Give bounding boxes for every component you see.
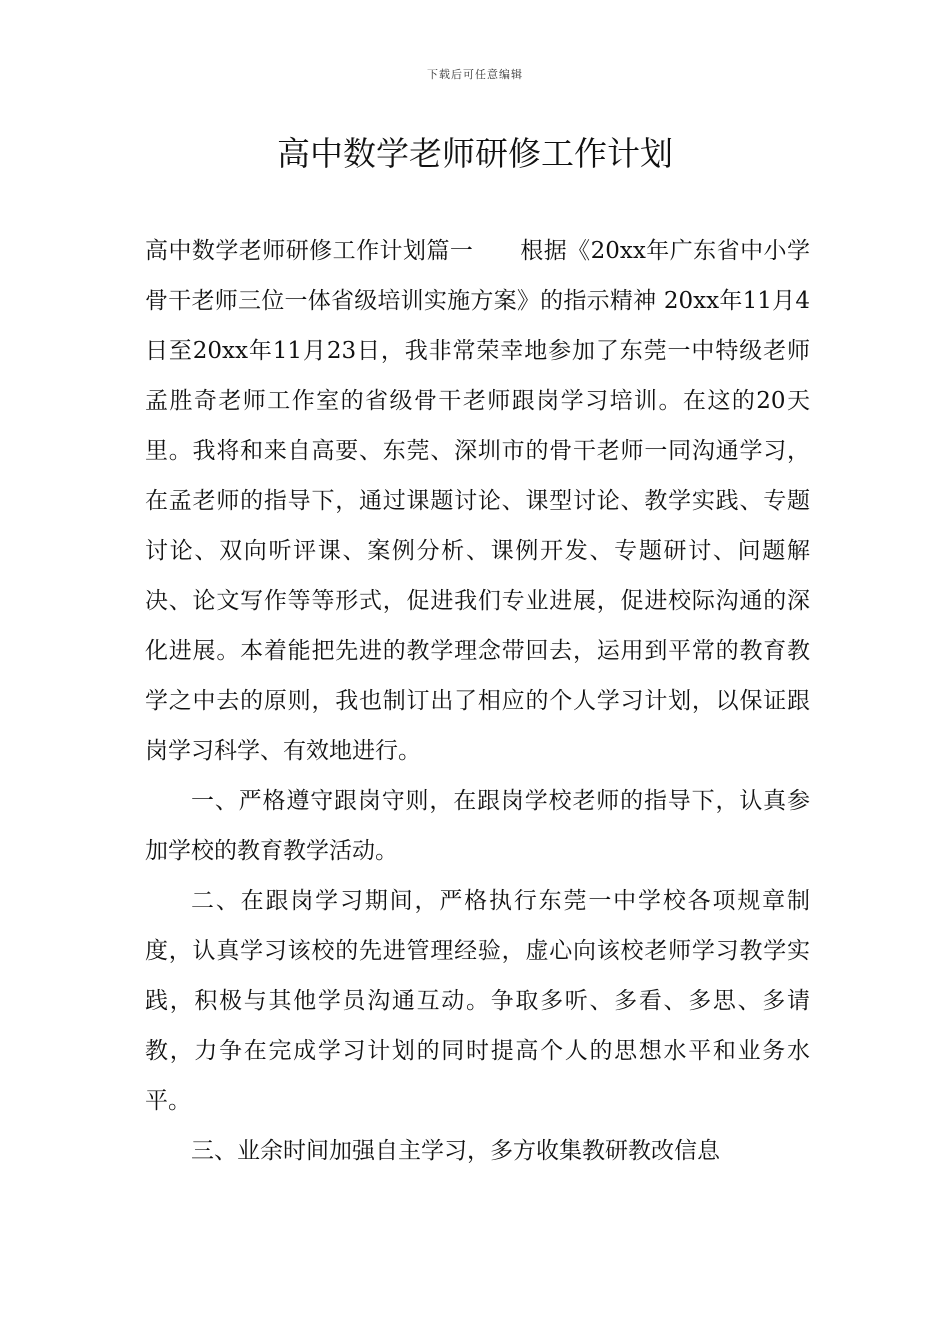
paragraph-intro: 高中数学老师研修工作计划篇一 根据《20xx年广东省中小学骨干老师三位一体省级培训实施方案》的指示精神 20xx年11月4日至20xx年11月23日，我非常荣幸地参加了东莞一中特级老师孟胜奇老师工作室的省级骨干老师跟岗学习培训。在这的20天里。我将和来自高要、东莞、深圳市的骨干老师一同沟通学习，在孟老师的指导下，通过课题讨论、课型讨论、教学实践、专题讨论、双向听评课、案例分析、课例开发、专题研讨、问题解决、论文写作等等形式，促进我们专业进展，促进校际沟通的深化进展。本着能把先进的教学理念带回去，运用到平常的教育教学之中去的原则，我也制订出了相应的个人学习计划，以保证跟岗学习科学、有效地进行。 xyxy=(145,238,810,764)
paragraph-item-2: 二、在跟岗学习期间，严格执行东莞一中学校各项规章制度，认真学习该校的先进管理经验，虚心向该校老师学习教学实践，积极与其他学员沟通互动。争取多听、多看、多思、多请教，力争在完成学习计划的同时提高个人的思想水平和业务水平。 xyxy=(145,888,810,1114)
paragraph-item-1: 一、严格遵守跟岗守则，在跟岗学校老师的指导下，认真参加学校的教育教学活动。 xyxy=(145,788,810,864)
header-note: 下载后可任意编辑 xyxy=(427,68,523,81)
document-title: 高中数学老师研修工作计划 xyxy=(277,134,673,173)
paragraph-item-3: 三、业余时间加强自主学习，多方收集教研教改信息 xyxy=(191,1138,720,1164)
document-body xyxy=(145,226,810,1176)
